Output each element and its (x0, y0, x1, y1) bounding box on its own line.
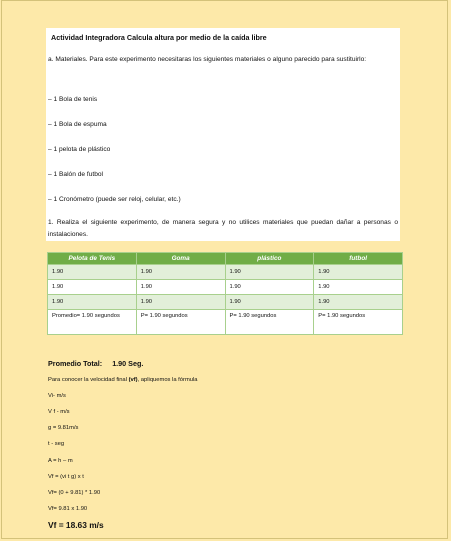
material-item: – 1 Bola de espuma (48, 121, 107, 128)
average-total-label: Promedio Total: (48, 359, 103, 368)
column-header: Goma (136, 253, 225, 265)
document-title: Actividad Integradora Calcula altura por medio de la caída libre (51, 33, 267, 42)
table-row (48, 265, 403, 280)
table-cell: 1.90 (225, 295, 314, 310)
formula-line: A = h – m (48, 458, 73, 464)
material-item: – 1 pelota de plástico (48, 146, 111, 153)
table-cell: 1.90 (225, 280, 314, 295)
formula-line: g = 9.81m/s (48, 425, 79, 431)
formula-intro-variable: (vf) (128, 377, 138, 383)
formula-line: Vf= (0 + 9.81) * 1.90 (48, 490, 101, 496)
table-cell: 1.90 (136, 280, 225, 295)
column-header: futbol (314, 253, 403, 265)
final-result: Vf = 18.63 m/s (48, 520, 104, 530)
formula-line: Vf= 9.81 x 1.90 (48, 506, 88, 512)
formula-line: Vi- m/s (48, 393, 66, 399)
average-total-value: 1.90 Seg. (112, 359, 144, 368)
table-cell: P= 1.90 segundos (314, 310, 403, 335)
formula-intro-text: Para conocer la velocidad final (48, 377, 129, 383)
material-item: – 1 Cronómetro (puede ser reloj, celular, etc.) (48, 196, 181, 203)
table-cell: 1.90 (48, 265, 137, 280)
table-cell: 1.90 (136, 295, 225, 310)
material-item: – 1 Balón de futbol (48, 171, 103, 178)
table-cell: 1.90 (136, 265, 225, 280)
table-row-averages (48, 310, 403, 335)
material-item: – 1 Bola de tenis (48, 96, 98, 103)
average-total (48, 359, 143, 368)
table-header-row (48, 253, 403, 265)
table-row (48, 280, 403, 295)
column-header: plástico (225, 253, 314, 265)
table-row (48, 295, 403, 310)
table-cell: 1.90 (314, 295, 403, 310)
formula-intro (48, 377, 198, 383)
intro-paragraph: a. Materiales. Para este experimento necesitaras los siguientes materiales o alguno parecido para sustituirlo: (48, 56, 367, 63)
table-cell: 1.90 (314, 280, 403, 295)
column-header: Pelota de Tenis (48, 253, 137, 265)
results-table (47, 252, 403, 335)
instruction-paragraph: 1. Realiza el siguiente experimento, de manera segura y no utilices materiales que puedan dañar a personas o instalaciones. (48, 219, 398, 238)
formula-line: V f - m/s (48, 409, 70, 415)
table-cell: 1.90 (225, 265, 314, 280)
table-cell: 1.90 (314, 265, 403, 280)
formula-line: t - seg (48, 441, 65, 447)
formula-line: Vf = (vi t g) x t (48, 474, 84, 480)
formula-intro-text: , apliquemos la fórmula (137, 377, 198, 383)
table-cell: 1.90 (48, 280, 137, 295)
table-cell: P= 1.90 segundos (225, 310, 314, 335)
table-cell: Promedio= 1.90 segundos (48, 310, 137, 335)
table-cell: 1.90 (48, 295, 137, 310)
table-cell: P= 1.90 segundos (136, 310, 225, 335)
